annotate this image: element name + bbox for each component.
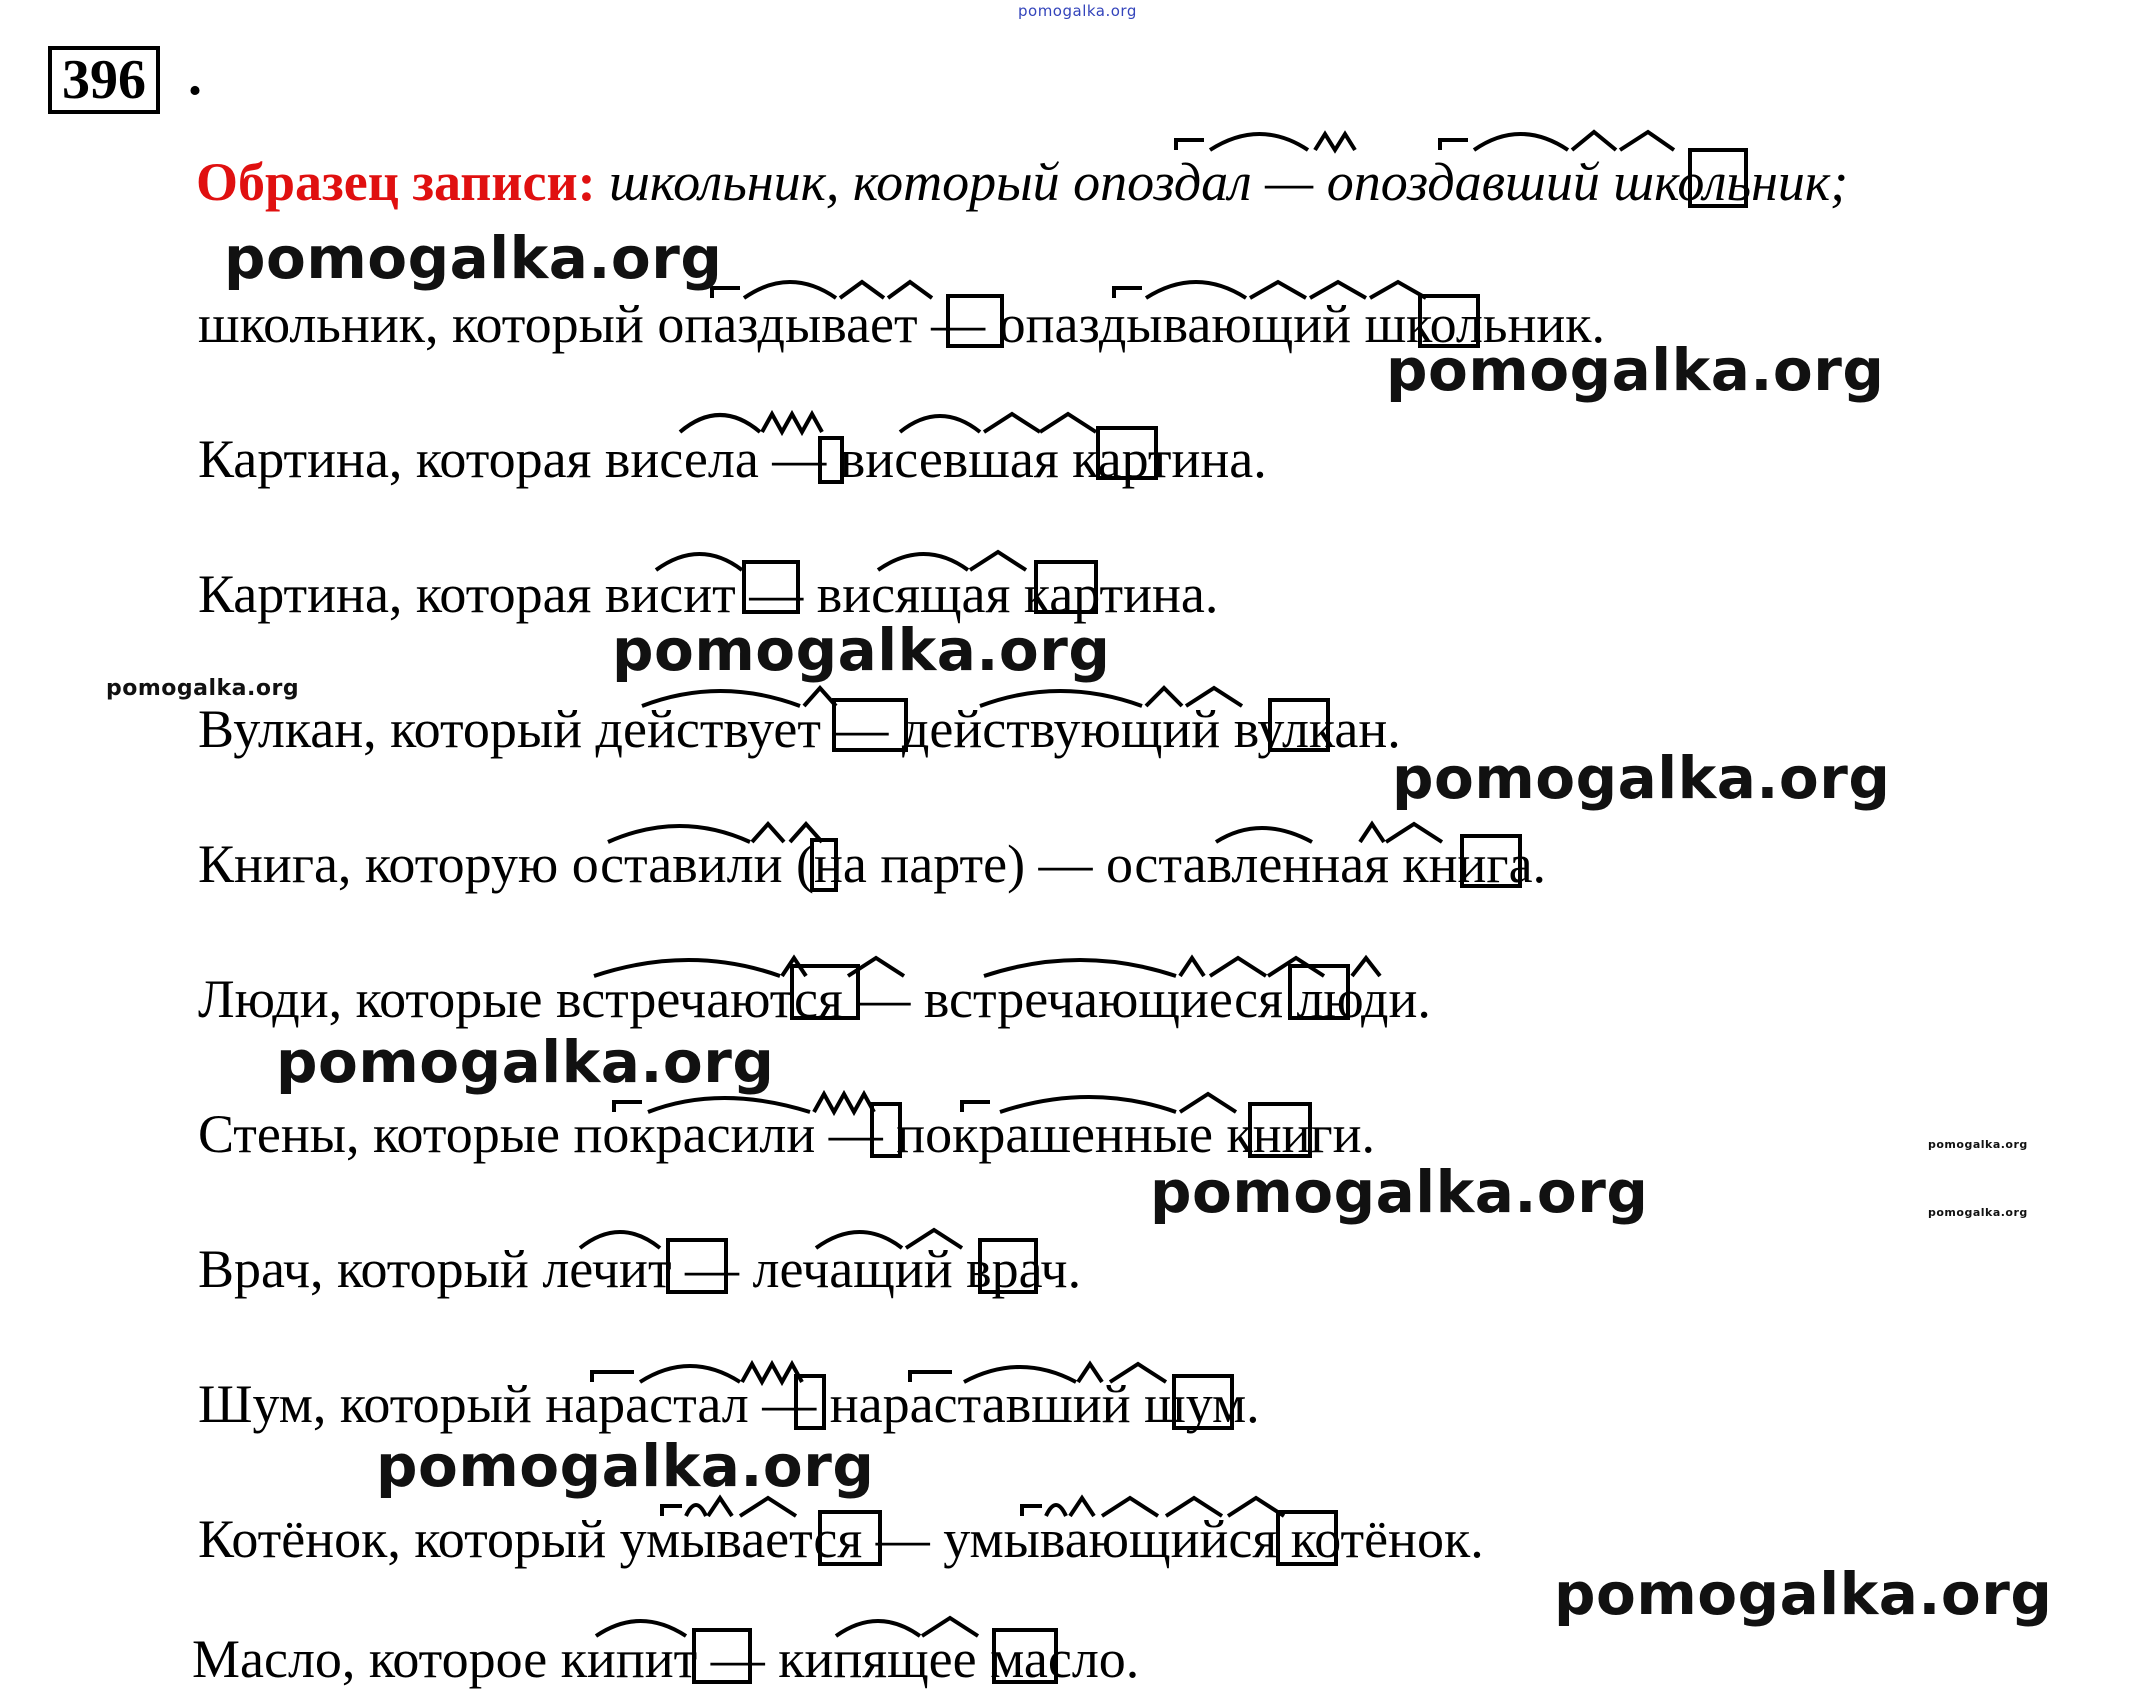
watermark: pomogalka.org <box>224 224 723 292</box>
sample-label: Образец записи: <box>196 152 596 212</box>
top-watermark: pomogalka.org <box>1018 2 1137 20</box>
exercise-number: 396 <box>48 46 160 114</box>
watermark: pomogalka.org <box>1928 1206 2028 1219</box>
sentence-line: Картина, которая висела — висевшая картина. <box>198 429 1267 489</box>
sentence-line: Котёнок, который умывается — умывающийся котёнок. <box>198 1509 1484 1569</box>
sentence-line: Люди, которые встречаются — встречающиеся люди. <box>198 969 1431 1029</box>
sentence-line: Стены, которые покрасили — покрашенные книги. <box>198 1104 1376 1164</box>
watermark: pomogalka.org <box>276 1028 775 1096</box>
watermark: pomogalka.org <box>1392 744 1891 812</box>
exercise-number-dot: . <box>188 45 202 107</box>
watermark: pomogalka.org <box>1554 1560 2053 1628</box>
watermark: pomogalka.org <box>376 1432 875 1500</box>
watermark: pomogalka.org <box>1150 1158 1649 1226</box>
sentence-line: Вулкан, который действует — действующий вулкан. <box>198 699 1401 759</box>
sentence-line: Врач, который лечит — лечащий врач. <box>198 1239 1082 1299</box>
sample-text: школьник, который опоздал — опоздавший школьник; <box>609 152 1849 212</box>
sentence-line: Шум, который нарастал — нараставший шум. <box>198 1374 1260 1434</box>
watermark: pomogalka.org <box>1928 1138 2028 1151</box>
watermark: pomogalka.org <box>612 616 1111 684</box>
sentence-line: Масло, которое кипит — кипящее масло. <box>192 1629 1140 1689</box>
sentence-line: Картина, которая висит — висящая картина. <box>198 564 1219 624</box>
sentence-line: Книга, которую оставили (на парте) — оставленная книга. <box>198 834 1547 894</box>
sample-line <box>196 150 1848 214</box>
sentence-line: школьник, который опаздывает — опаздывающий школьник. <box>198 294 1606 354</box>
watermark: pomogalka.org <box>106 676 300 701</box>
watermark: pomogalka.org <box>1386 336 1885 404</box>
